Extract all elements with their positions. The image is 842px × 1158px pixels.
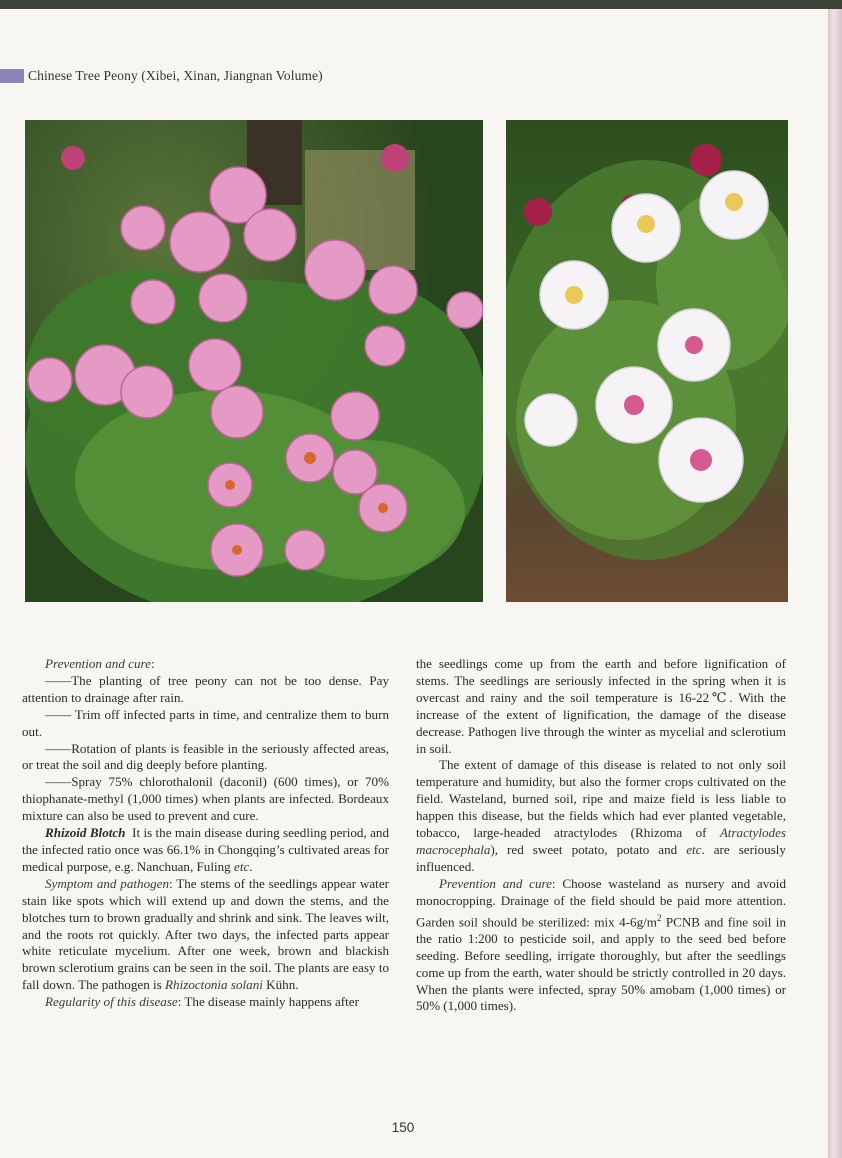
etc-text: etc — [234, 858, 250, 874]
colon: : — [150, 656, 155, 671]
paragraph-text: PCNB and fine soil in the ratio 1:200 to pesticide soil, and apply to the seed bed before seeding. Before seedling, irrigate thoroughly, but after the seedlings come up from the earth, water should be strictly controlled in 20 days. When the plants were infected, spray 50% amobam (1,000 times) or 50% (1,000 times). — [416, 913, 786, 1014]
running-title: Chinese Tree Peony (Xibei, Xinan, Jiangnan Volume) — [28, 67, 323, 83]
paragraph — [22, 825, 389, 876]
left-text-column — [22, 656, 389, 1011]
top-edge-band — [0, 0, 842, 9]
species-name: Atractylodes macrocephala — [416, 825, 786, 857]
page-number: 150 — [391, 1120, 415, 1135]
paragraph — [416, 876, 786, 1016]
running-header — [0, 67, 323, 84]
white-peony-photo — [506, 120, 788, 602]
subheading-regularity: Regularity of this disease — [45, 994, 178, 1010]
author-name: Kühn. — [262, 977, 299, 993]
paragraph: ——The planting of tree peony can not be too dense. Pay attention to drainage after rain. — [22, 672, 389, 705]
pink-peony-photo — [25, 120, 483, 602]
right-text-column — [416, 656, 786, 1015]
superscript: 2 — [656, 912, 662, 923]
paragraph: ——Spray 75% chlorothalonil (daconil) (600 times), or 70% thiophanate-methyl (1,000 times) when plants are infected. Bordeaux mixture can also be used to prevent and cure. — [22, 774, 389, 824]
paragraph-text: : The stems of the seedlings appear water stain like spots which will extend up and down the stems, and the blotches turn to brown gradually and shrink and sink. The leaves wilt, and the roots rot quickly. After two days, the infected parts appear white reticulate mycelium. After one week, brown and blackish brown sclerotium grains can be seen in the soil. The plants are easy to fall down. The pathogen is — [22, 875, 389, 993]
paragraph-text: . are seriously influenced. — [416, 841, 786, 874]
subheading-prevention: Prevention and cure — [439, 875, 552, 891]
paragraph: the seedlings come up from the earth and before lignification of stems. The seedlings are seriously infected in the spring when it is overcast and rainy and the soil temperature is 16-22℃. With the increase of the extent of lignification, the damage of the disease decrease. Pathogen live through the winter as mycelial and sclerotium in soil. — [416, 656, 786, 756]
pink-peony-illustration — [25, 120, 483, 602]
paragraph — [22, 876, 389, 994]
paragraph — [416, 757, 786, 875]
subheading-symptom: Symptom and pathogen — [45, 875, 170, 891]
paragraph-text: : The disease mainly happens after — [177, 994, 359, 1010]
paragraph — [22, 656, 389, 673]
paragraph — [22, 994, 389, 1011]
next-page-edge — [828, 9, 842, 1158]
header-marker — [0, 69, 24, 83]
subheading-prevention: Prevention and cure — [45, 656, 151, 671]
disease-title: Rhizoid Blotch — [45, 825, 126, 841]
paragraph-text: : Choose wasteland as nursery and avoid monocropping. Drainage of the field should be paid more attention. Garden soil should be sterilized: mix 4-6g/m — [416, 875, 786, 929]
etc-text: etc — [686, 841, 702, 857]
pathogen-name: Rhizoctonia solani — [165, 977, 263, 993]
period: . — [249, 858, 253, 874]
paragraph-text: It is the main disease during seedling period, and the infected ratio once was 66.1% in Chongqing’s cultivated areas for medical purpose, e.g. Nanchuan, Fuling — [22, 825, 389, 874]
paragraph-text: ), red sweet potato, potato and — [490, 841, 687, 857]
paragraph: —— Trim off infected parts in time, and centralize them to burn out. — [22, 706, 389, 739]
paragraph: ——Rotation of plants is feasible in the seriously affected areas, or treat the soil and dig deeply before planting. — [22, 740, 389, 773]
paragraph-text: The extent of damage of this disease is related to not only soil temperature and humidity, but also the former crops cultivated on the field. Wasteland, burned soil, ripe and maize field is less liable to happen this disease, but the fields which had ever planted vegetable, tobacco, large-headed atractylodes (Rhizoma of — [416, 757, 786, 841]
white-peony-illustration — [506, 120, 788, 602]
